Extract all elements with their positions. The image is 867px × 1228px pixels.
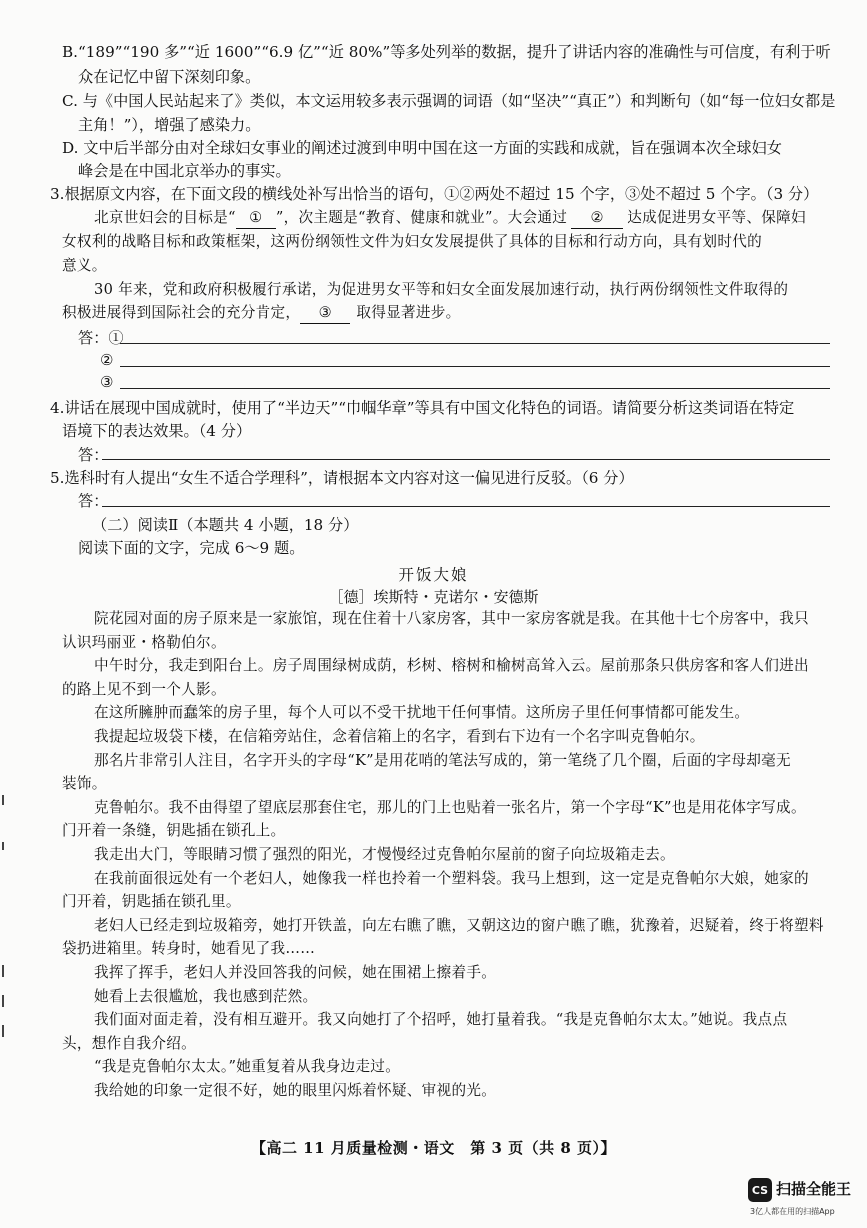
camscanner-slogan: 3亿人都在用的扫描App	[750, 1207, 835, 1216]
story-paragraph-line: 我挥了挥手，老妇人并没回答我的问候，她在围裙上擦着手。	[94, 964, 497, 981]
q3-text-e: 取得显著进步。	[356, 304, 461, 321]
question-3-passage-line3: 意义。	[62, 257, 107, 274]
question-3-stem: 3.根据原文内容，在下面文段的横线处补写出恰当的语句，①②两处不超过 15 个字，③处不超过 5 个字。（3 分）	[50, 185, 819, 203]
question-3-passage-line1	[94, 208, 867, 229]
q3-answer-label-2: ②	[100, 351, 114, 369]
page-footer: 【高二 11 月质量检测・语文 第 3 页（共 8 页）】	[250, 1139, 617, 1157]
camscanner-name: 扫描全能王	[776, 1180, 852, 1198]
margin-mark	[2, 1025, 4, 1037]
story-paragraph-line: 老妇人已经走到垃圾箱旁，她打开铁盖，向左右瞧了瞧，又朝这边的窗户瞧了瞧，犹豫着，迟疑着，终于将塑料	[94, 917, 824, 934]
story-paragraph-line: 院花园对面的房子原来是一家旅馆，现在住着十八家房客，其中一家房客就是我。在其他十七个房客中，我只	[94, 610, 809, 627]
story-paragraph-line: 克鲁帕尔。我不由得望了望底层那套住宅，那儿的门上也贴着一张名片，第一个字母“K”也是用花体字写成。	[94, 799, 806, 816]
story-paragraph-line: 头，想作自我介绍。	[62, 1035, 197, 1052]
story-paragraph-line: 门开着一条缝，钥匙插在锁孔上。	[62, 822, 286, 839]
story-paragraph-line: 我提起垃圾袋下楼，在信箱旁站住，念着信箱上的名字，看到右下边有一个名字叫克鲁帕尔。	[94, 728, 705, 745]
story-paragraph-line: 那名片非常引人注目，名字开头的字母“K”是用花哨的笔法写成的，第一笔绕了几个圈，后面的字母却毫无	[94, 752, 791, 769]
margin-mark	[2, 795, 4, 805]
q3-answer-line-2[interactable]	[120, 366, 830, 367]
story-paragraph-line: 我给她的印象一定很不好，她的眼里闪烁着怀疑、审视的光。	[94, 1082, 497, 1099]
story-paragraph-line: 装饰。	[62, 775, 107, 792]
q4-answer-label: 答：	[78, 446, 109, 464]
section-2-instruction: 阅读下面的文字，完成 6～9 题。	[78, 539, 305, 557]
story-paragraph-line: 在这所臃肿而蠢笨的房子里，每个人可以不受干扰地干任何事情。这所房子里任何事情都可能发生。	[94, 704, 750, 721]
q3-text-c: 达成促进男女平等、保障妇	[627, 209, 806, 226]
story-paragraph-line: 我们面对面走着，没有相互避开。我又向她打了个招呼，她打量着我。“我是克鲁帕尔太太。”她说。我点点	[94, 1011, 788, 1028]
story-paragraph-line: 的路上见不到一个人影。	[62, 681, 226, 698]
q3-text-b: ”，次主题是“教育、健康和就业”。大会通过	[275, 209, 568, 226]
story-title: 开饭大娘	[398, 566, 469, 584]
q3-answer-line-3[interactable]	[120, 388, 830, 389]
question-3-passage-line2: 女权利的战略目标和政策框架，这两份纲领性文件为妇女发展提供了具体的目标和行动方向，具有划时代的	[62, 233, 763, 250]
q3-blank-1[interactable]: ①	[236, 208, 276, 229]
q4-answer-line[interactable]	[102, 459, 830, 460]
q5-answer-line[interactable]	[102, 506, 830, 507]
margin-mark	[2, 995, 4, 1007]
q3-answer-label-3: ③	[100, 373, 114, 391]
story-paragraph-line: 认识玛丽亚・格勒伯尔。	[62, 634, 226, 651]
option-d-line2: 峰会是在中国北京举办的事实。	[78, 162, 291, 180]
story-paragraph-line: 她看上去很尴尬，我也感到茫然。	[94, 988, 318, 1005]
camscanner-logo-icon: CS	[748, 1178, 772, 1202]
q3-answer-line-1[interactable]	[120, 343, 830, 344]
story-author: ［德］埃斯特・克诺尔・安德斯	[328, 588, 539, 606]
option-c-line2: 主角！”），增强了感染力。	[78, 116, 261, 134]
q3-text-a: 北京世妇会的目标是“	[94, 209, 236, 226]
story-paragraph-line: 中午时分，我走到阳台上。房子周围绿树成荫，杉树、榕树和榆树高耸入云。屋前那条只供房客和客人们进出	[94, 657, 809, 674]
story-paragraph-line: “我是克鲁帕尔太太。”她重复着从我身边走过。	[94, 1058, 401, 1075]
story-paragraph-line: 我走出大门，等眼睛习惯了强烈的阳光，才慢慢经过克鲁帕尔屋前的窗子向垃圾箱走去。	[94, 846, 675, 863]
question-3-passage-line5	[62, 303, 842, 324]
q3-answer-label-1: 答：①	[78, 329, 124, 347]
q3-blank-3[interactable]: ③	[300, 303, 350, 324]
section-2-heading: （二）阅读Ⅱ（本题共 4 小题，18 分）	[92, 516, 359, 534]
q5-answer-label: 答：	[78, 492, 109, 510]
question-4-line2: 语境下的表达效果。（4 分）	[62, 422, 252, 440]
option-b-line1: B.“189”“190 多”“近 1600”“6.9 亿”“近 80%”等多处列举的数据，提升了讲话内容的准确性与可信度，有利于听	[62, 43, 831, 61]
margin-mark	[2, 842, 4, 850]
option-c-line1: C. 与《中国人民站起来了》类似，本文运用较多表示强调的词语（如“坚决”“真正”）和判断句（如“每一位妇女都是	[62, 92, 836, 110]
story-paragraph-line: 在我前面很远处有一个老妇人，她像我一样也拎着一个塑料袋。我马上想到，这一定是克鲁帕尔大娘，她家的	[94, 870, 809, 887]
q3-blank-2[interactable]: ②	[571, 208, 623, 229]
question-5-stem: 5.选科时有人提出“女生不适合学理科”，请根据本文内容对这一偏见进行反驳。（6 分）	[50, 469, 634, 487]
story-paragraph-line: 门开着，钥匙插在锁孔里。	[62, 893, 241, 910]
margin-mark	[2, 965, 4, 977]
question-3-passage-line4: 30 年来，党和政府积极履行承诺，为促进男女平等和妇女全面发展加速行动，执行两份纲领性文件取得的	[94, 281, 789, 298]
option-b-line2: 众在记忆中留下深刻印象。	[78, 68, 261, 86]
option-d-line1: D. 文中后半部分由对全球妇女事业的阐述过渡到申明中国在这一方面的实践和成就，旨在强调本次全球妇女	[62, 139, 782, 157]
story-paragraph-line: 袋扔进箱里。转身时，她看见了我……	[62, 940, 316, 957]
q3-text-d: 积极进展得到国际社会的充分肯定，	[62, 304, 301, 321]
question-4-line1: 4.讲话在展现中国成就时，使用了“半边天”“巾帼华章”等具有中国文化特色的词语。请简要分析这类词语在特定	[50, 399, 795, 417]
